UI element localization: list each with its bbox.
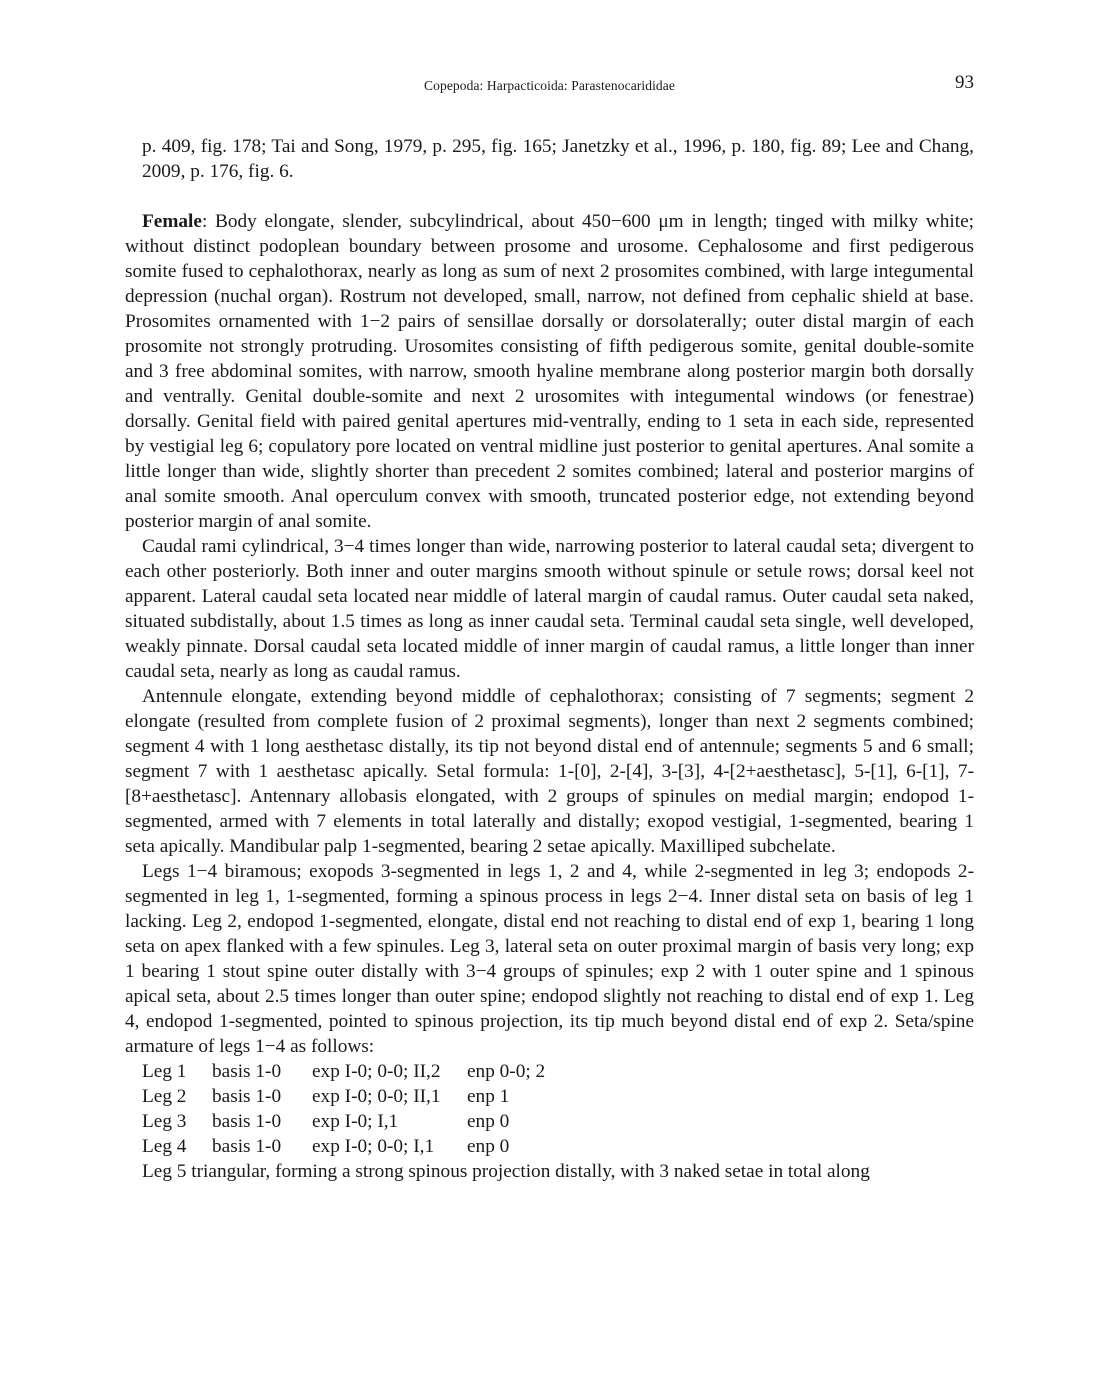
endopod-cell: enp 0	[467, 1136, 510, 1157]
basis-cell: basis 1-0	[212, 1111, 282, 1132]
leg5-paragraph: Leg 5 triangular, forming a strong spinous projection distally, with 3 naked setae in total along	[142, 1161, 870, 1182]
document-page	[125, 70, 974, 1184]
endopod-cell: enp 1	[467, 1086, 510, 1107]
leg-cell: Leg 3	[142, 1111, 187, 1132]
table-row	[142, 1109, 567, 1134]
exopod-cell: exp I-0; 0-0; II,2	[312, 1061, 441, 1082]
endopod-cell: enp 0-0; 2	[467, 1061, 546, 1082]
exopod-cell: exp I-0; 0-0; I,1	[312, 1136, 435, 1157]
exopod-cell: exp I-0; I,1	[312, 1111, 399, 1132]
table-row	[142, 1134, 567, 1159]
body-text	[125, 134, 974, 1184]
leg-armature-table	[142, 1059, 567, 1159]
leg-cell: Leg 4	[142, 1136, 187, 1157]
basis-cell: basis 1-0	[212, 1061, 282, 1082]
female-description-paragraph	[125, 209, 974, 534]
page-number: 93	[955, 72, 974, 93]
basis-cell: basis 1-0	[212, 1086, 282, 1107]
leg-cell: Leg 2	[142, 1086, 187, 1107]
running-header-title: Copepoda: Harpacticoida: Parastenocarididae	[424, 78, 675, 93]
female-description-text: : Body elongate, slender, subcylindrical, about 450−600 μm in length; tinged with milky white; without distinct podoplean boundary between prosome and urosome. Cephalosome and first pedigerous somite fused to cephalothorax, nearly as long as sum of next 2 prosomites combined, with large integumental depression (nuchal organ). Rostrum not developed, small, narrow, not defined from cephalic shield at base. Prosomites ornamented with 1−2 pairs of sensillae dorsally or dorsolaterally; outer distal margin of each prosomite not strongly protruding. Urosomites consisting of fifth pedigerous somite, genital double-somite and 3 free abdominal somites, with narrow, smooth hyaline membrane along posterior margin both dorsally and ventrally. Genital double-somite and next 2 urosomites with integumental windows (or fenestrae) dorsally. Genital field with paired genital apertures mid-ventrally, ending to 1 seta in each side, represented by vestigial leg 6; copulatory pore located on ventral midline just posterior to genital apertures. Anal somite a little longer than wide, slightly shorter than precedent 2 somites combined; lateral and posterior margins of anal somite smooth. Anal operculum convex with smooth, truncated posterior edge, not extending beyond posterior margin of anal somite.	[125, 211, 974, 532]
table-row	[142, 1059, 567, 1084]
female-label: Female	[142, 211, 202, 232]
running-header	[125, 70, 974, 100]
endopod-cell: enp 0	[467, 1111, 510, 1132]
leg-cell: Leg 1	[142, 1061, 187, 1082]
caudal-rami-paragraph: Caudal rami cylindrical, 3−4 times longer than wide, narrowing posterior to lateral caudal seta; divergent to each other posteriorly. Both inner and outer margins smooth without spinule or setule rows; dorsal keel not apparent. Lateral caudal seta located near middle of lateral margin of caudal ramus. Outer caudal seta naked, situated subdistally, about 1.5 times as long as inner caudal seta. Terminal caudal seta single, well developed, weakly pinnate. Dorsal caudal seta located middle of inner margin of caudal ramus, a little longer than inner caudal seta, nearly as long as caudal ramus.	[125, 536, 974, 682]
exopod-cell: exp I-0; 0-0; II,1	[312, 1086, 441, 1107]
legs-paragraph: Legs 1−4 biramous; exopods 3-segmented in legs 1, 2 and 4, while 2-segmented in leg 3; endopods 2-segmented in leg 1, 1-segmented, forming a spinous process in legs 2−4. Inner distal seta on basis of leg 1 lacking. Leg 2, endopod 1-segmented, elongate, distal end not reaching to distal end of exp 1, bearing 1 long seta on apex flanked with a few spinules. Leg 3, lateral seta on outer proximal margin of basis very long; exp 1 bearing 1 stout spine outer distally with 3−4 groups of spinules; exp 2 with 1 outer spine and 1 spinous apical seta, about 2.5 times longer than outer spine; endopod slightly not reaching to distal end of exp 1. Leg 4, endopod 1-segmented, pointed to spinous projection, its tip much beyond distal end of exp 2. Seta/spine armature of legs 1−4 as follows:	[125, 861, 974, 1057]
references-paragraph: p. 409, fig. 178; Tai and Song, 1979, p. 295, fig. 165; Janetzky et al., 1996, p. 180, fig. 89; Lee and Chang, 2009, p. 176, fig. 6.	[142, 136, 974, 182]
basis-cell: basis 1-0	[212, 1136, 282, 1157]
table-row	[142, 1084, 567, 1109]
antennule-paragraph: Antennule elongate, extending beyond middle of cephalothorax; consisting of 7 segments; segment 2 elongate (resulted from complete fusion of 2 proximal segments), longer than next 2 segments combined; segment 4 with 1 long aesthetasc distally, its tip not beyond distal end of antennule; segments 5 and 6 small; segment 7 with 1 aesthetasc apically. Setal formula: 1-[0], 2-[4], 3-[3], 4-[2+aesthetasc], 5-[1], 6-[1], 7-[8+aesthetasc]. Antennary allobasis elongated, with 2 groups of spinules on medial margin; endopod 1-segmented, armed with 7 elements in total laterally and distally; exopod vestigial, 1-segmented, bearing 1 seta apically. Mandibular palp 1-segmented, bearing 2 setae apically. Maxilliped subchelate.	[125, 686, 974, 857]
